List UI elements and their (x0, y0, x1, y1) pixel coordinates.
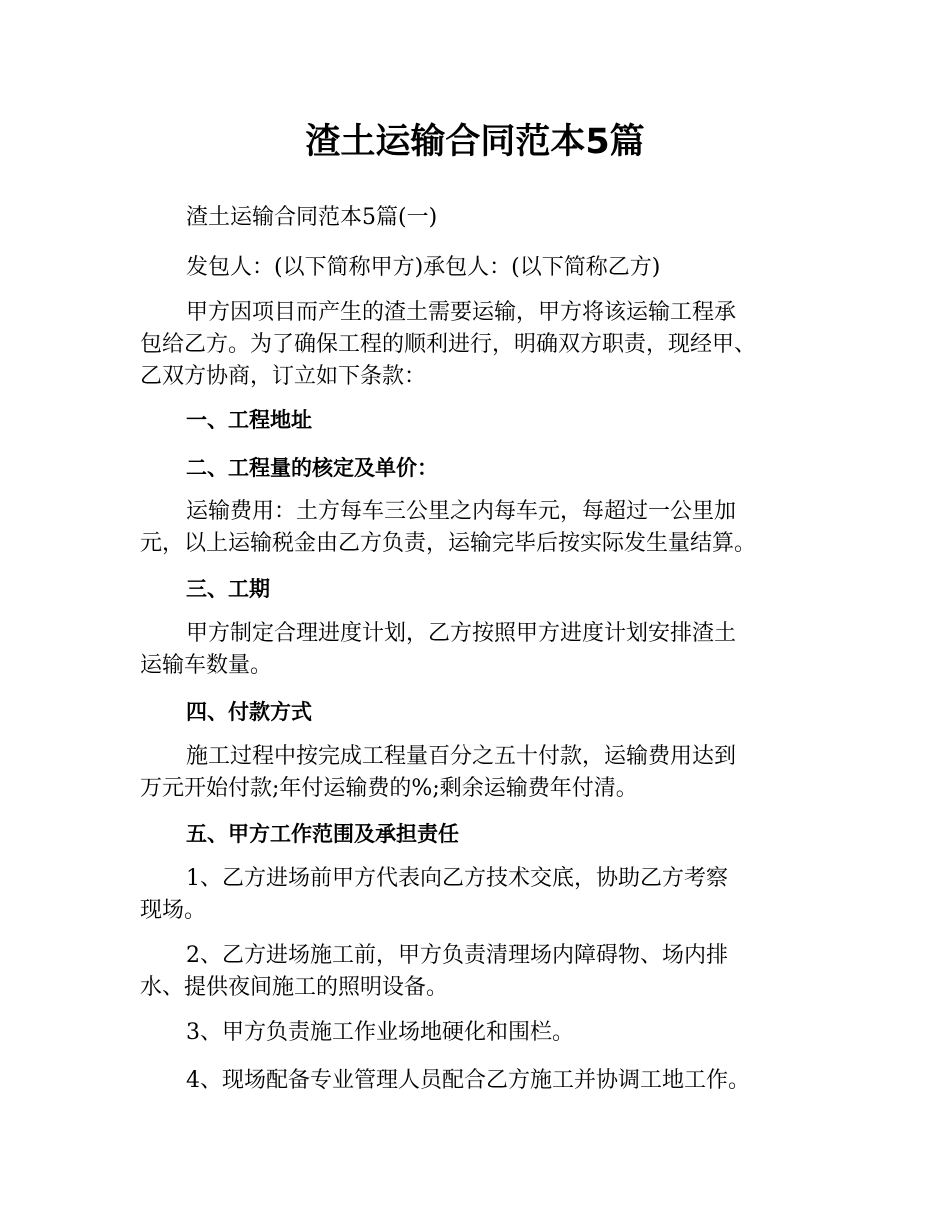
text-line: 万元开始付款;年付运输费的%;剩余运输费年付清。 (140, 776, 638, 801)
clause-3-paragraph (140, 1017, 820, 1049)
text-line: 1、乙方进场前甲方代表向乙方技术交底，协助乙方考察 (186, 866, 728, 891)
section-heading-1 (140, 404, 820, 436)
heading-text: 四、付款方式 (186, 700, 312, 724)
section-heading-2 (140, 452, 820, 484)
text-line: 乙双方协商，订立如下条款： (140, 364, 427, 389)
text-line: 3、甲方负责施工作业场地硬化和围栏。 (186, 1020, 574, 1045)
schedule-paragraph (140, 618, 820, 682)
text-line: 运输车数量。 (140, 653, 273, 678)
text-line: 运输费用：土方每车三公里之内每车元，每超过一公里加 (186, 499, 737, 524)
heading-text: 五、甲方工作范围及承担责任 (186, 822, 459, 846)
heading-text: 三、工期 (186, 577, 270, 601)
text-line: 施工过程中按完成工程量百分之五十付款，运输费用达到 (186, 744, 737, 769)
text-line: 甲方制定合理进度计划，乙方按照甲方进度计划安排渣土 (186, 621, 737, 646)
text-line: 4、现场配备专业管理人员配合乙方施工并协调工地工作。 (186, 1068, 750, 1093)
text-line: 元，以上运输税金由乙方负责，运输完毕后按实际发生量结算。 (140, 531, 757, 556)
section-heading-3 (140, 573, 820, 605)
transport-fee-paragraph (140, 496, 820, 560)
heading-text: 二、工程量的核定及单价： (186, 456, 438, 480)
intro-paragraph (140, 297, 820, 393)
heading-text: 一、工程地址 (186, 408, 312, 432)
clause-1-paragraph (140, 863, 820, 927)
text-line: 渣土运输合同范本5篇(一) (186, 205, 438, 230)
text-line: 2、乙方进场施工前，甲方负责清理场内障碍物、场内排 (186, 943, 728, 968)
parties-paragraph (140, 252, 820, 284)
text-line: 发包人：(以下简称甲方)承包人：(以下简称乙方) (186, 255, 661, 280)
text-line: 甲方因项目而产生的渣土需要运输，甲方将该运输工程承 (186, 300, 737, 325)
clause-4-paragraph (140, 1065, 820, 1097)
text-line: 现场。 (140, 898, 207, 923)
text-line: 包给乙方。为了确保工程的顺利进行，明确双方职责，现经甲、 (140, 332, 757, 357)
subtitle-paragraph (140, 202, 820, 234)
document-title: 渣土运输合同范本5篇 (305, 122, 645, 162)
text-line: 水、提供夜间施工的照明设备。 (140, 975, 449, 1000)
section-heading-5 (140, 818, 820, 850)
section-heading-4 (140, 696, 820, 728)
payment-paragraph (140, 741, 820, 805)
clause-2-paragraph (140, 940, 820, 1004)
